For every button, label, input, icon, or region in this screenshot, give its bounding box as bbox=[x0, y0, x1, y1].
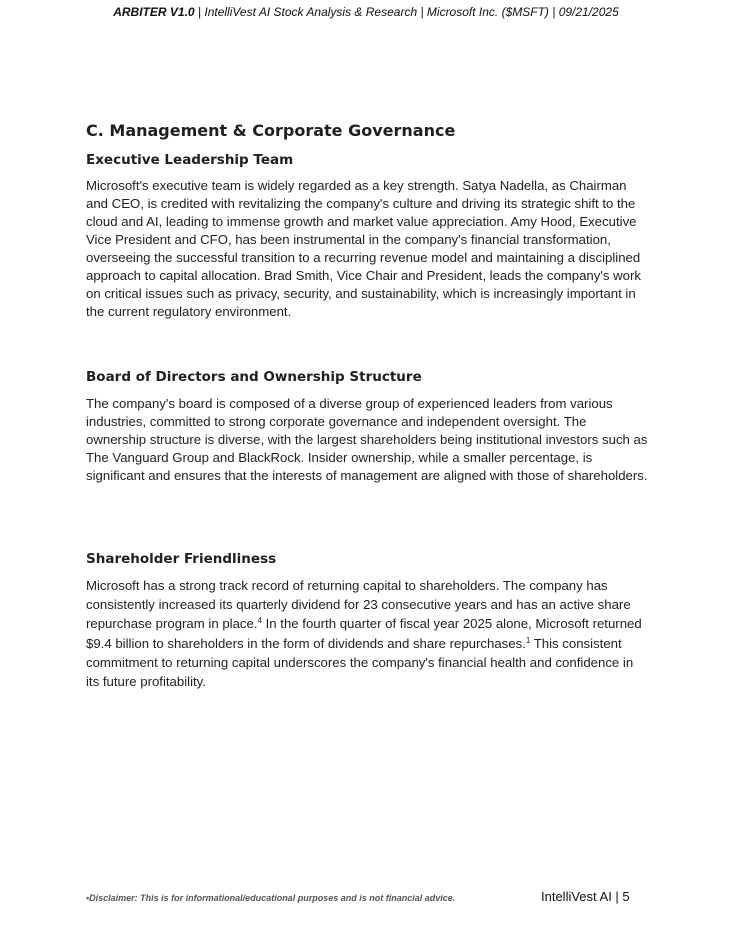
shareholder-friendliness-paragraph bbox=[86, 576, 648, 691]
header-details: | IntelliVest AI Stock Analysis & Research | Microsoft Inc. ($MSFT) | 09/21/2025 bbox=[194, 5, 619, 19]
shareholder-text-1: Microsoft has a strong track record of returning capital to shareholders. The company has consistently increased its quarterly dividend for 23 consecutive years and has an active share repurchase program in place. bbox=[86, 578, 631, 632]
footer-page-number: IntelliVest AI | 5 bbox=[541, 889, 630, 904]
footer-disclaimer: •Disclaimer: This is for informational/educational purposes and is not financial advice. bbox=[86, 893, 456, 903]
board-ownership-paragraph: The company's board is composed of a diverse group of experienced leaders from various industries, committed to strong corporate governance and independent oversight. The ownership structure is diverse, with the largest shareholders being institutional investors such as The Vanguard Group and BlackRock. Insider ownership, while a smaller percentage, is significant and ensures that the interests of management are aligned with those of shareholders. bbox=[86, 396, 648, 483]
shareholder-friendliness-heading: Shareholder Friendliness bbox=[86, 551, 277, 567]
footnote-ref-1[interactable]: 1 bbox=[525, 635, 531, 645]
header-brand: ARBITER V1.0 bbox=[113, 5, 195, 19]
footnote-ref-4[interactable]: 4 bbox=[257, 616, 262, 626]
shareholder-text-3: This consistent commitment to returning capital underscores the company's financial health and confidence in its future profitability. bbox=[86, 635, 634, 690]
shareholder-text-2: In the fourth quarter of fiscal year 2025 alone, Microsoft returned $9.4 billion to shareholders in the form of dividends and share repurchases. bbox=[86, 616, 642, 651]
main-content bbox=[86, 120, 648, 690]
section-title: C. Management & Corporate Governance bbox=[86, 121, 456, 140]
executive-leadership-paragraph: Microsoft's executive team is widely regarded as a key strength. Satya Nadella, as Chairman and CEO, is credited with revitalizing the company's culture and driving its strategic shift to the cloud and AI, leading to immense growth and market value appreciation. Amy Hood, Executive Vice President and CFO, has been instrumental in the company's financial transformation, overseeing the successful transition to a recurring revenue model and maintaining a disciplined approach to capital allocation. Brad Smith, Vice Chair and President, leads the company's work on critical issues such as privacy, security, and sustainability, which is increasingly important in the current regulatory environment. bbox=[86, 178, 641, 319]
page-header bbox=[0, 5, 732, 19]
board-ownership-heading: Board of Directors and Ownership Structure bbox=[86, 369, 422, 385]
executive-leadership-heading: Executive Leadership Team bbox=[86, 152, 294, 168]
